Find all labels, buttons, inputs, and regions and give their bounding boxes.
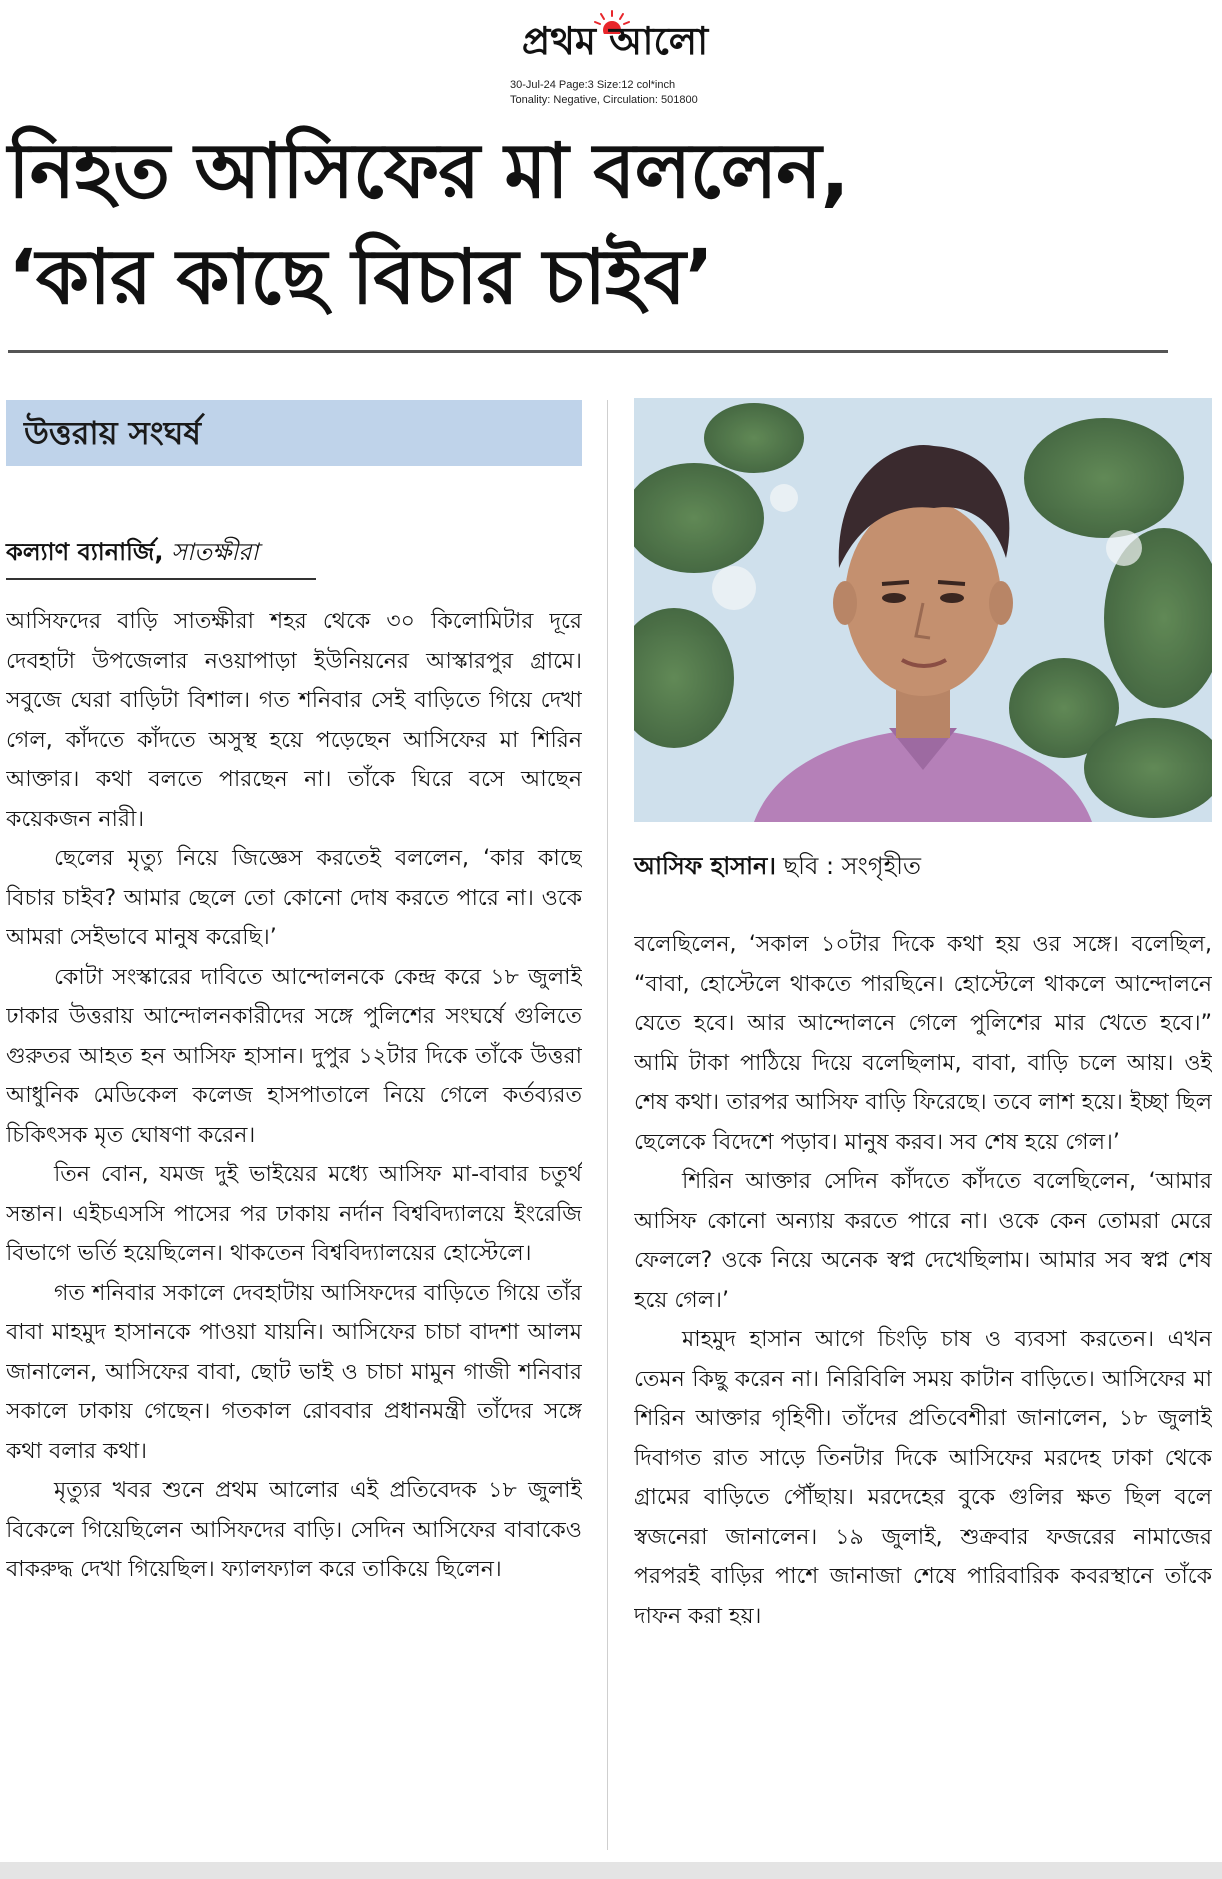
headline-line-1: নিহত আসিফের মা বললেন, — [8, 126, 849, 215]
masthead — [0, 4, 1222, 112]
photo-caption-name: আসিফ হাসান। — [634, 852, 776, 880]
byline-rule — [6, 578, 316, 580]
portrait-photo — [634, 398, 1212, 822]
newspaper-logo: প্রথম আলো — [521, 18, 709, 63]
clipping-meta — [510, 78, 770, 108]
article-column-right — [634, 925, 1212, 1845]
page-bottom-bar — [0, 1862, 1222, 1879]
byline-author: কল্যাণ ব্যানার্জি, — [6, 538, 164, 566]
headline-rule — [8, 350, 1168, 353]
article-paragraph: মাহমুদ হাসান আগে চিংড়ি চাষ ও ব্যবসা করতেন। এখন তেমন কিছু করেন না। নিরিবিলি সময় কাটান বাড়িতে। আসিফের মা শিরিন আক্তার গৃহিণী। তাঁদের প্রতিবেশীরা জানালেন, ১৮ জুলাই দিবাগত রাত সাড়ে তিনটার দিকে আসিফের মরদেহ ঢাকা থেকে গ্রামের বাড়িতে পৌঁছায়। মরদেহের বুকে গুলির ক্ষত ছিল বলে স্বজনেরা জানালেন। ১৯ জুলাই, শুক্রবার ফজরের নামাজের পরপরই বাড়ির পাশে জানাজা শেষে পারিবারিক কবরস্থানে তাঁকে দাফন করা হয়। — [634, 1327, 1212, 1629]
article-paragraph: শিরিন আক্তার সেদিন কাঁদতে কাঁদতে বলেছিলেন, ‘আমার আসিফ কোনো অন্যায় করতে পারে না। ওকে কেন তোমরা মেরে ফেললে? ওকে নিয়ে অনেক স্বপ্ন দেখেছিলাম। আমার সব স্বপ্ন শেষ হয়ে গেল।’ — [634, 1169, 1212, 1313]
clipping-meta-line-1: 30-Jul-24 Page:3 Size:12 col*inch — [510, 79, 676, 91]
headline-line-2: ‘কার কাছে বিচার চাইব’ — [8, 232, 713, 321]
photo-caption — [634, 846, 1212, 886]
photo-caption-credit: ছবি : সংগৃহীত — [783, 852, 922, 880]
headline — [8, 118, 1208, 330]
article-paragraph: কোটা সংস্কারের দাবিতে আন্দোলনকে কেন্দ্র করে ১৮ জুলাই ঢাকার উত্তরায় আন্দোলনকারীদের সঙ্গে পুলিশের সংঘর্ষে গুলিতে গুরুতর আহত হন আসিফ হাসান। দুপুর ১২টার দিকে তাঁকে উত্তরা আধুনিক মেডিকেল কলেজ হাসপাতালে নিয়ে গেলে কর্তব্যরত চিকিৎসক মৃত ঘোষণা করেন। — [6, 964, 582, 1148]
byline — [6, 530, 582, 574]
article-paragraph: মৃত্যুর খবর শুনে প্রথম আলোর এই প্রতিবেদক ১৮ জুলাই বিকেলে গিয়েছিলেন আসিফদের বাড়ি। সেদিন আসিফের বাবাকেও বাকরুদ্ধ দেখা গিয়েছিল। ফ্যালফ্যাল করে তাকিয়ে ছিলেন। — [6, 1478, 582, 1582]
clipping-meta-line-2: Tonality: Negative, Circulation: 501800 — [510, 94, 698, 106]
article-paragraph: ছেলের মৃত্যু নিয়ে জিজ্ঞেস করতেই বললেন, ‘কার কাছে বিচার চাইব? আমার ছেলে তো কোনো দোষ করতে পারে না। ওকে আমরা সেইভাবে মানুষ করেছি।’ — [6, 846, 582, 950]
portrait-photo-image — [634, 398, 1212, 822]
byline-place: সাতক্ষীরা — [171, 538, 259, 566]
column-divider — [607, 400, 608, 1850]
article-paragraph: আসিফদের বাড়ি সাতক্ষীরা শহর থেকে ৩০ কিলোমিটার দূরে দেবহাটা উপজেলার নওয়াপাড়া ইউনিয়নের আস্কারপুর গ্রামে। সবুজে ঘেরা বাড়িটা বিশাল। গত শনিবার সেই বাড়িতে গিয়ে দেখা গেল, কাঁদতে কাঁদতে অসুস্থ হয়ে পড়েছেন আসিফের মা শিরিন আক্তার। কথা বলতে পারছেন না। তাঁকে ঘিরে বসে আছেন কয়েকজন নারী। — [6, 609, 582, 832]
article-paragraph: বলেছিলেন, ‘সকাল ১০টার দিকে কথা হয় ওর সঙ্গে। বলেছিল, “বাবা, হোস্টেলে থাকতে পারছিনে। হোস্টেলে থাকলে আন্দোলনে যেতে হবে। আর আন্দোলনে গেলে পুলিশের মার খেতে হবে।” আমি টাকা পাঠিয়ে দিয়ে বলেছিলাম, বাবা, বাড়ি চলে আয়। ওই শেষ কথা। তারপর আসিফ বাড়ি ফিরেছে। তবে লাশ হয়ে। ইচ্ছা ছিল ছেলেকে বিদেশে পড়াব। মানুষ করব। সব শেষ হয়ে গেল।’ — [634, 932, 1212, 1155]
article-column-left — [6, 602, 582, 1852]
section-tag: উত্তরায় সংঘর্ষ — [6, 400, 582, 466]
article-paragraph: গত শনিবার সকালে দেবহাটায় আসিফদের বাড়িতে গিয়ে তাঁর বাবা মাহমুদ হাসানকে পাওয়া যায়নি। আসিফের চাচা বাদশা আলম জানালেন, আসিফের বাবা, ছোট ভাই ও চাচা মামুন গাজী শনিবার সকালে ঢাকায় গেছেন। গতকাল রোববার প্রধানমন্ত্রী তাঁদের সঙ্গে কথা বলার কথা। — [6, 1280, 582, 1464]
article-paragraph: তিন বোন, যমজ দুই ভাইয়ের মধ্যে আসিফ মা-বাবার চতুর্থ সন্তান। এইচএসসি পাসের পর ঢাকায় নর্দান বিশ্ববিদ্যালয়ে ইংরেজি বিভাগে ভর্তি হয়েছিলেন। থাকতেন বিশ্ববিদ্যালয়ের হোস্টেলে। — [6, 1162, 582, 1266]
